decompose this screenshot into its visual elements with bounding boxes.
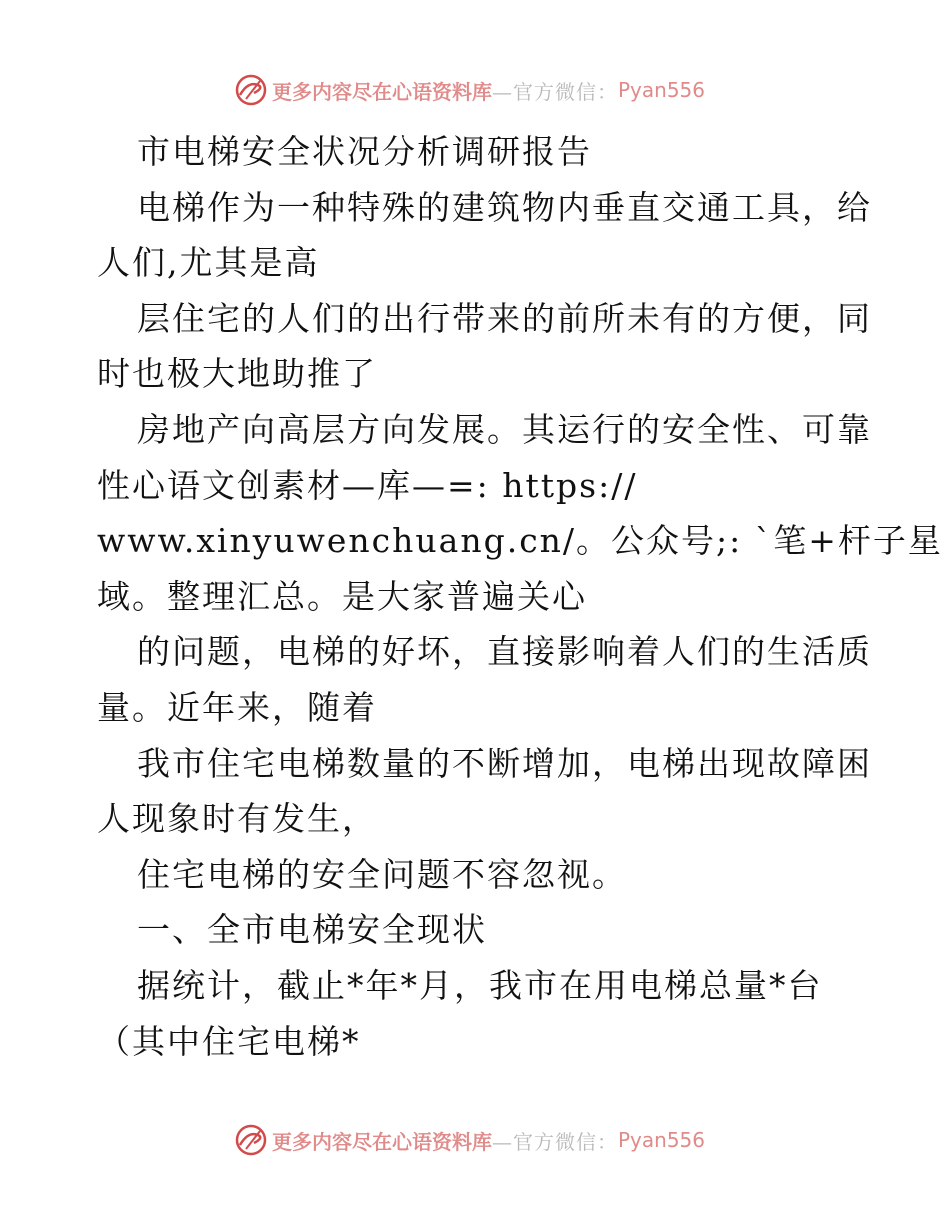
paragraph-line: www.xinyuwenchuang.cn/。公众号;: `笔+杆子星 [97, 521, 943, 561]
paragraph-line: 量。近年来，随着 [97, 687, 377, 727]
paragraph-line: 的问题，电梯的好坏，直接影响着人们的生活质 [137, 632, 872, 672]
paragraph-line: 人现象时有发生， [97, 799, 377, 839]
section-heading: 一、全市电梯安全现状 [137, 910, 487, 950]
paragraph-line: 电梯作为一种特殊的建筑物内垂直交通工具，给 [137, 187, 872, 227]
header-watermark [234, 73, 705, 107]
paragraph-line: 人们,尤其是高 [97, 243, 320, 283]
paragraph-line: 据统计，截止*年*月，我市在用电梯总量*台 [137, 965, 823, 1005]
paragraph-line: 时也极大地助推了 [97, 354, 377, 394]
watermark-separator-text: —官方微信： [492, 1129, 618, 1154]
handwriting-circle-logo-icon [234, 73, 268, 107]
watermark-separator-text: —官方微信： [492, 79, 618, 104]
watermark-wechat-id: Pyan556 [618, 1128, 706, 1152]
paragraph-line: （其中住宅电梯* [97, 1021, 361, 1061]
paragraph-line: 层住宅的人们的出行带来的前所未有的方便，同 [137, 298, 872, 338]
paragraph-line: 房地产向高层方向发展。其运行的安全性、可靠 [137, 409, 872, 449]
paragraph-line: 住宅电梯的安全问题不容忽视。 [137, 854, 627, 894]
footer-watermark [234, 1123, 705, 1157]
handwriting-circle-logo-icon [234, 1123, 268, 1157]
paragraph-line: 域。整理汇总。是大家普遍关心 [97, 576, 587, 616]
watermark-main-text: 更多内容尽在心语资料库 [272, 79, 492, 104]
paragraph-line: 我市住宅电梯数量的不断增加，电梯出现故障困 [137, 743, 872, 783]
paragraph-line: 性心语文创素材—库—=: https:// [97, 465, 638, 505]
document-title: 市电梯安全状况分析调研报告 [137, 132, 592, 171]
watermark-wechat-id: Pyan556 [618, 78, 706, 102]
watermark-main-text: 更多内容尽在心语资料库 [272, 1129, 492, 1154]
document-body [97, 124, 943, 1069]
